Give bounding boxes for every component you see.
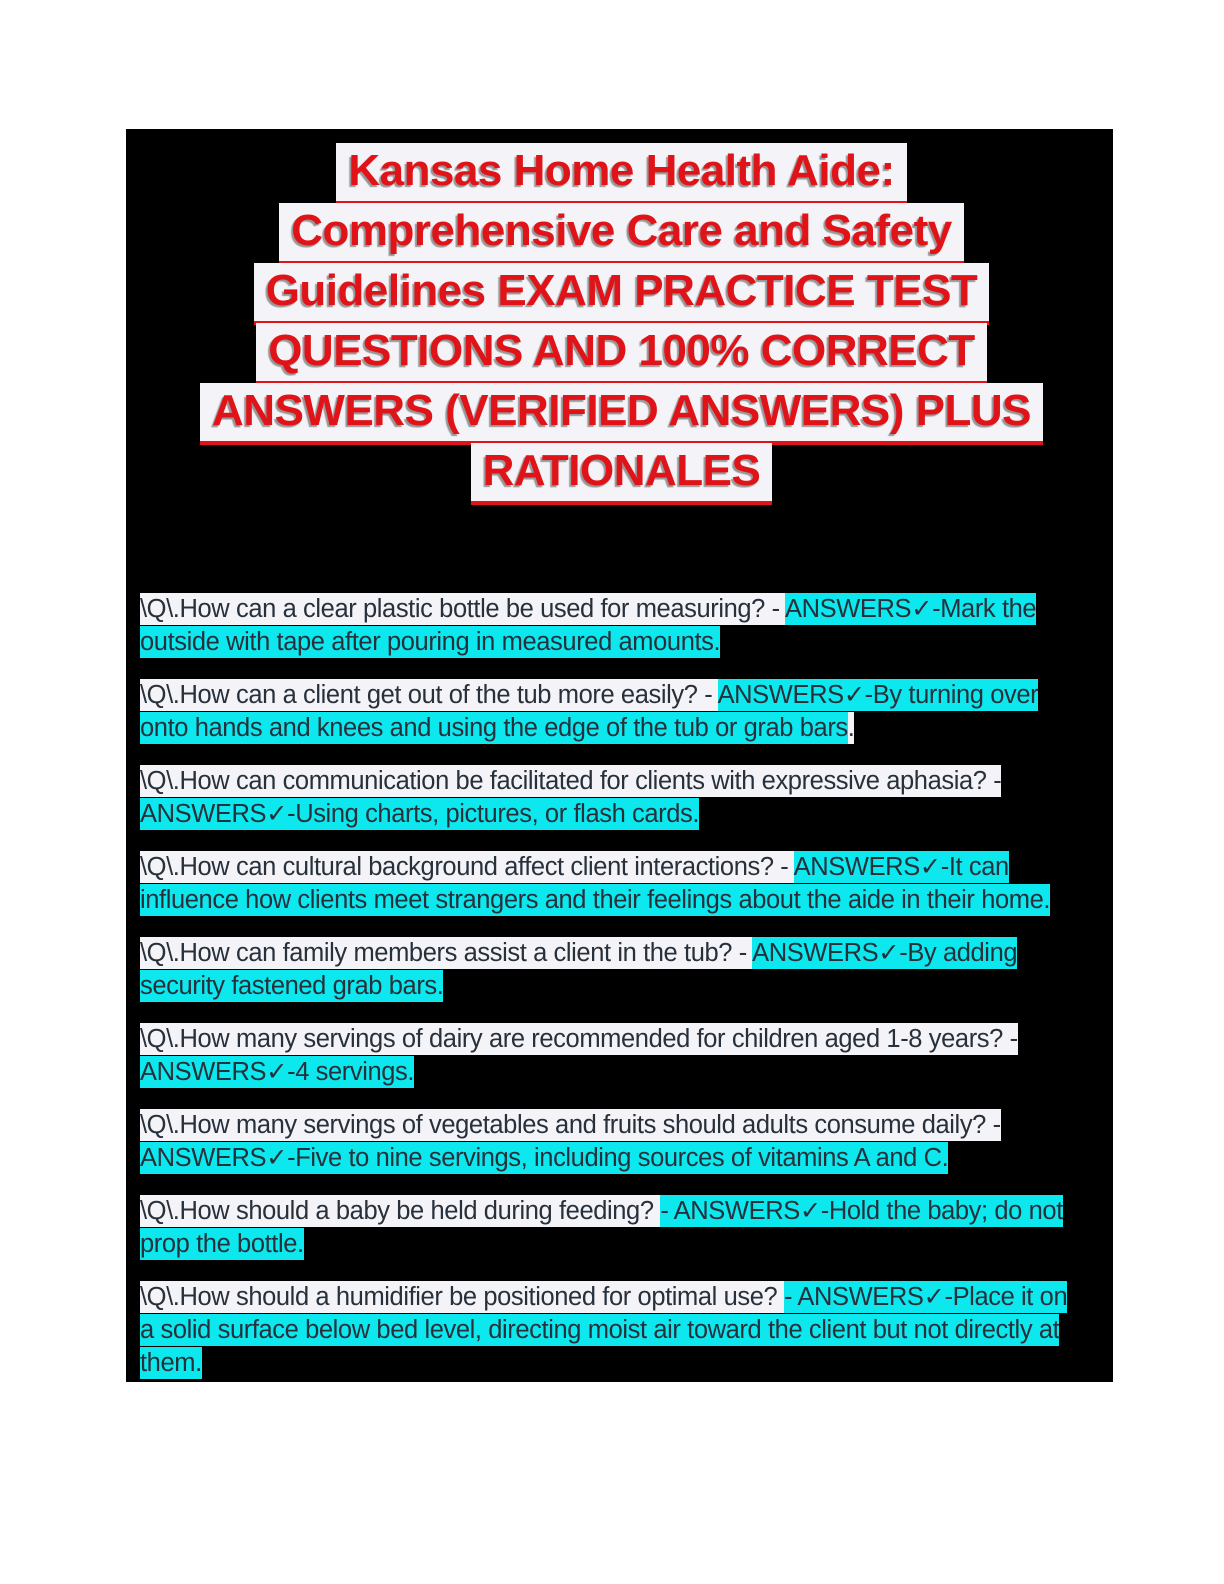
title-line xyxy=(140,443,1103,503)
question-text: \Q\.How can a client get out of the tub more easily? - xyxy=(140,681,718,709)
answer-text: ANSWERS✓-Mark the outside with tape after pouring in measured amounts. xyxy=(140,595,1037,656)
title-line-text: ANSWERS (VERIFIED ANSWERS) PLUS xyxy=(200,383,1043,445)
qa-item xyxy=(140,1281,1076,1380)
question-text: \Q\.How can communication be facilitated for clients with expressive aphasia? - xyxy=(140,767,1002,795)
title-line xyxy=(140,323,1103,383)
answer-text: - ANSWERS✓-Hold the baby; do not prop the bottle. xyxy=(140,1197,1063,1258)
answer-text: ANSWERS✓-4 servings. xyxy=(140,1058,415,1086)
qa-item xyxy=(140,593,1076,659)
title-line xyxy=(140,263,1103,323)
question-text: . xyxy=(847,714,855,742)
document-title xyxy=(140,143,1103,503)
question-text: \Q\.How many servings of dairy are recommended for children aged 1-8 years? - xyxy=(140,1025,1018,1053)
qa-item xyxy=(140,851,1076,917)
answer-text: - ANSWERS✓-Place it on a solid surface below bed level, directing moist air toward the client but not directly at them. xyxy=(140,1283,1068,1377)
title-line xyxy=(140,143,1103,203)
title-line-text: Kansas Home Health Aide: xyxy=(336,143,906,205)
question-text: \Q\.How should a baby be held during feeding? xyxy=(140,1197,661,1225)
qa-item xyxy=(140,1109,1076,1175)
title-line-text: QUESTIONS AND 100% CORRECT xyxy=(256,323,987,385)
question-text: \Q\.How many servings of vegetables and fruits should adults consume daily? - xyxy=(140,1111,1001,1139)
title-line xyxy=(140,383,1103,443)
title-line-text: RATIONALES xyxy=(471,443,773,505)
qa-item xyxy=(140,1023,1076,1089)
answer-text: ANSWERS✓-By turning over onto hands and knees and using the edge of the tub or grab bars xyxy=(140,681,1039,742)
answer-text: ANSWERS✓-By adding security fastened grab bars. xyxy=(140,939,1018,1000)
title-line xyxy=(140,203,1103,263)
qa-item xyxy=(140,679,1076,745)
title-line-text: Guidelines EXAM PRACTICE TEST xyxy=(254,263,990,325)
qa-item xyxy=(140,937,1076,1003)
answer-text: ANSWERS✓-It can influence how clients meet strangers and their feelings about the aide in their home. xyxy=(140,853,1051,914)
answer-text: ANSWERS✓-Using charts, pictures, or flash cards. xyxy=(140,800,700,828)
question-text: \Q\.How can cultural background affect client interactions? - xyxy=(140,853,794,881)
answer-text: ANSWERS✓-Five to nine servings, including sources of vitamins A and C. xyxy=(140,1144,949,1172)
title-line-text: Comprehensive Care and Safety xyxy=(279,203,963,265)
qa-item xyxy=(140,765,1076,831)
document-panel xyxy=(126,129,1113,1382)
qa-item xyxy=(140,1195,1076,1261)
question-text: \Q\.How can family members assist a client in the tub? - xyxy=(140,939,753,967)
qa-list xyxy=(140,593,1076,1380)
question-text: \Q\.How should a humidifier be positioned for optimal use? xyxy=(140,1283,785,1311)
question-text: \Q\.How can a clear plastic bottle be used for measuring? - xyxy=(140,595,786,623)
